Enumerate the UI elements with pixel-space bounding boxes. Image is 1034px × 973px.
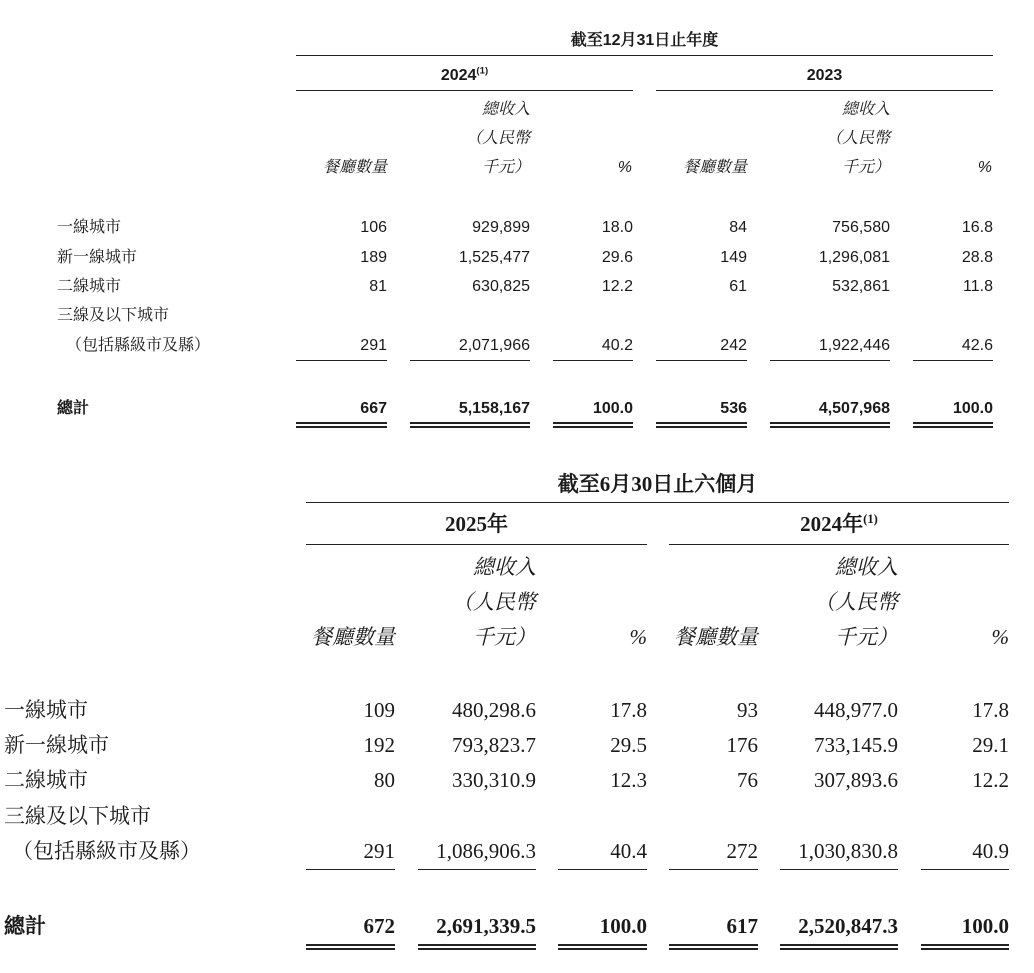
cell: 16.8 xyxy=(961,219,993,236)
cell: 929,899 xyxy=(472,219,530,236)
percent-header: % xyxy=(629,625,647,649)
cell: 29.6 xyxy=(601,249,633,266)
cell: 242 xyxy=(720,337,747,354)
total-cell: 5,158,167 xyxy=(458,400,530,417)
total-cell: 100.0 xyxy=(592,400,633,417)
restaurant-count-header: 餐廳數量 xyxy=(311,625,395,649)
subtotal-rule xyxy=(558,869,647,870)
subtotal-rule xyxy=(656,360,747,361)
cell: 93 xyxy=(737,698,758,722)
subtotal-rule xyxy=(410,360,530,361)
subtotal-rule xyxy=(921,869,1009,870)
cell: 1,086,906.3 xyxy=(436,839,536,863)
row-label-sub: （包括縣級市及縣） xyxy=(66,337,211,354)
year-rule-2024 xyxy=(669,544,1009,545)
cell: 17.8 xyxy=(972,698,1009,722)
revenue-header-line2: （人民幣 xyxy=(814,590,898,614)
revenue-header-line3: 千元） xyxy=(481,159,530,176)
cell: 76 xyxy=(737,768,758,792)
cell: 532,861 xyxy=(832,278,890,295)
total-cell: 4,507,968 xyxy=(818,400,890,417)
total-double-rule xyxy=(306,944,395,950)
cell: 192 xyxy=(363,733,395,757)
total-double-rule xyxy=(410,422,530,428)
total-cell: 617 xyxy=(726,914,758,938)
row-label: 新一線城市 xyxy=(57,249,138,266)
percent-header: % xyxy=(991,625,1009,649)
header-rule xyxy=(306,502,1009,503)
revenue-header-line2: （人民幣 xyxy=(465,130,530,147)
cell: 1,296,081 xyxy=(818,249,890,266)
cell: 12.3 xyxy=(610,768,647,792)
cell: 291 xyxy=(360,337,387,354)
cell: 176 xyxy=(726,733,758,757)
cell: 28.8 xyxy=(961,249,993,266)
restaurant-count-header: 餐廳數量 xyxy=(682,159,747,176)
cell: 109 xyxy=(363,698,395,722)
cell: 189 xyxy=(360,249,387,266)
total-cell: 100.0 xyxy=(952,400,993,417)
cell: 733,145.9 xyxy=(814,733,898,757)
annual-revenue-table xyxy=(0,0,1034,450)
cell: 29.5 xyxy=(610,733,647,757)
row-label: 三線及以下城市 xyxy=(57,307,170,324)
total-label: 總計 xyxy=(57,400,90,417)
cell: 272 xyxy=(726,839,758,863)
total-double-rule xyxy=(913,422,993,428)
cell: 12.2 xyxy=(972,768,1009,792)
total-cell: 2,691,339.5 xyxy=(436,914,536,938)
year-rule-2024 xyxy=(296,90,633,91)
subtotal-rule xyxy=(418,869,536,870)
row-label-sub: （包括縣級市及縣） xyxy=(12,839,201,863)
total-cell: 100.0 xyxy=(599,914,647,938)
interim-revenue-table xyxy=(0,450,1034,973)
total-label: 總計 xyxy=(4,914,46,938)
revenue-header-line1: 總收入 xyxy=(473,555,536,579)
cell: 29.1 xyxy=(972,733,1009,757)
restaurant-count-header: 餐廳數量 xyxy=(674,625,758,649)
total-double-rule xyxy=(418,944,536,950)
year-header-2024: 2024年$^{(1)}$ xyxy=(800,512,878,536)
cell: 80 xyxy=(374,768,395,792)
cell: 793,823.7 xyxy=(452,733,536,757)
cell: 106 xyxy=(360,219,387,236)
year-header-2024: 2024$^{(1)}$ xyxy=(440,65,489,84)
row-label: 二線城市 xyxy=(57,278,122,295)
cell: 61 xyxy=(729,278,747,295)
subtotal-rule xyxy=(780,869,898,870)
total-double-rule xyxy=(780,944,898,950)
restaurant-count-header: 餐廳數量 xyxy=(322,159,387,176)
cell: 40.2 xyxy=(601,337,633,354)
cell: 84 xyxy=(729,219,747,236)
revenue-header-line1: 總收入 xyxy=(841,101,890,118)
percent-header: % xyxy=(977,159,992,176)
header-rule xyxy=(296,55,993,56)
subtotal-rule xyxy=(306,869,395,870)
subtotal-rule xyxy=(913,360,993,361)
total-cell: 536 xyxy=(720,400,747,417)
cell: 40.9 xyxy=(972,839,1009,863)
revenue-header-line2: （人民幣 xyxy=(452,590,536,614)
year-header-2025: 2025年 xyxy=(445,512,508,536)
row-label: 二線城市 xyxy=(4,768,88,792)
revenue-header-line2: （人民幣 xyxy=(825,130,890,147)
cell: 1,525,477 xyxy=(458,249,530,266)
subtotal-rule xyxy=(296,360,387,361)
cell: 330,310.9 xyxy=(452,768,536,792)
subtotal-rule xyxy=(770,360,890,361)
total-cell: 2,520,847.3 xyxy=(798,914,898,938)
total-double-rule xyxy=(921,944,1009,950)
total-double-rule xyxy=(553,422,633,428)
row-label: 一線城市 xyxy=(4,698,88,722)
year-header-2023: 2023 xyxy=(806,67,843,84)
period-header: 截至6月30日止六個月 xyxy=(557,472,758,496)
revenue-header-line1: 總收入 xyxy=(835,555,898,579)
cell: 630,825 xyxy=(472,278,530,295)
cell: 17.8 xyxy=(610,698,647,722)
revenue-header-line3: 千元） xyxy=(473,625,536,649)
cell: 40.4 xyxy=(610,839,647,863)
cell: 307,893.6 xyxy=(814,768,898,792)
row-label: 新一線城市 xyxy=(4,733,109,757)
total-cell: 100.0 xyxy=(961,914,1009,938)
cell: 42.6 xyxy=(961,337,993,354)
cell: 756,580 xyxy=(832,219,890,236)
cell: 149 xyxy=(720,249,747,266)
row-label: 一線城市 xyxy=(57,219,122,236)
revenue-header-line3: 千元） xyxy=(835,625,898,649)
cell: 1,030,830.8 xyxy=(798,839,898,863)
year-rule-2023 xyxy=(656,90,993,91)
cell: 2,071,966 xyxy=(458,337,530,354)
total-double-rule xyxy=(296,422,387,428)
subtotal-rule xyxy=(553,360,633,361)
cell: 291 xyxy=(363,839,395,863)
total-cell: 672 xyxy=(363,914,395,938)
total-cell: 667 xyxy=(360,400,387,417)
year-rule-2025 xyxy=(306,544,647,545)
cell: 18.0 xyxy=(601,219,633,236)
cell: 1,922,446 xyxy=(818,337,890,354)
cell: 480,298.6 xyxy=(452,698,536,722)
total-double-rule xyxy=(558,944,647,950)
total-double-rule xyxy=(669,944,758,950)
subtotal-rule xyxy=(669,869,758,870)
row-label: 三線及以下城市 xyxy=(4,804,151,828)
cell: 448,977.0 xyxy=(814,698,898,722)
cell: 81 xyxy=(369,278,387,295)
revenue-header-line3: 千元） xyxy=(841,159,890,176)
revenue-header-line1: 總收入 xyxy=(481,101,530,118)
percent-header: % xyxy=(617,159,632,176)
period-header: 截至12月31日止年度 xyxy=(570,32,719,49)
total-double-rule xyxy=(770,422,890,428)
cell: 12.2 xyxy=(601,278,633,295)
total-double-rule xyxy=(656,422,747,428)
cell: 11.8 xyxy=(963,278,993,295)
